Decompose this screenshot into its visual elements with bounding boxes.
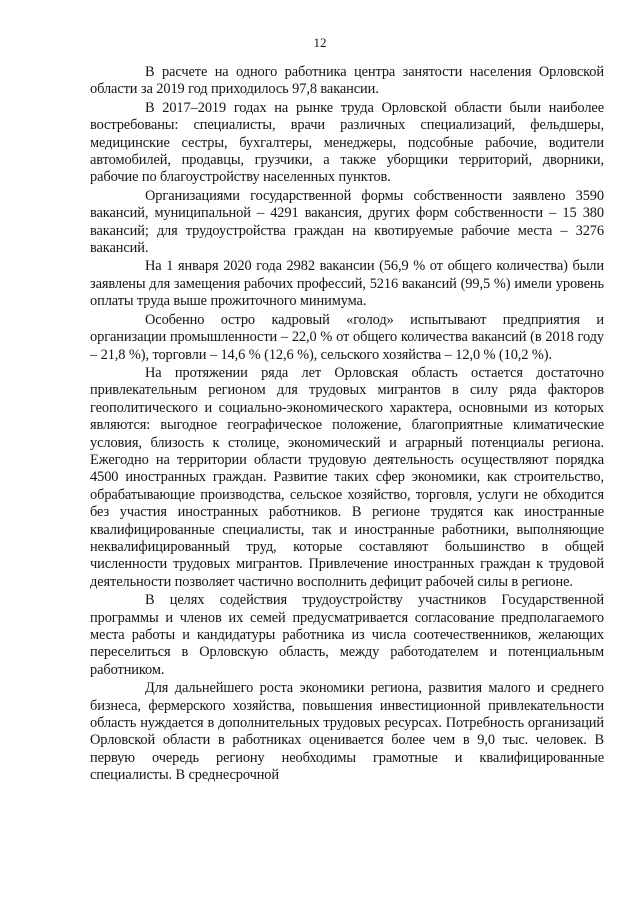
paragraph-4: На 1 января 2020 года 2982 вакансии (56,9 % от общего количества) были заявлены для замещения рабочих профессий, 5216 вакансий (99,5 %) имели уровень оплаты труда выше прожиточного минимума.	[90, 258, 604, 310]
paragraph-7: В целях содействия трудоустройству участников Государственной программы и членов их семей предусматривается согласование предполагаемого места работы и кандидатуры работника из числа соотечественников, желающих переселиться в Орловскую область, между работодателем и потенциальным работником.	[90, 592, 604, 678]
paragraph-5: Особенно остро кадровый «голод» испытывают предприятия и организации промышленности – 22,0 % от общего количества вакансий (в 2018 году – 21,8 %), торговли – 14,6 % (12,6 %), сельского хозяйства – 12,0 % (10,2 %).	[90, 311, 604, 363]
paragraph-8: Для дальнейшего роста экономики региона, развития малого и среднего бизнеса, фермерского хозяйства, повышения инвестиционной привлекательности область нуждается в дополнительных трудовых ресурсах. Потребность организаций Орловской области в работниках оценивается более чем в 9,0 тыс. человек. В первую очередь региону необходимы грамотные и квалифицированные специалисты. В среднесрочной	[90, 680, 604, 784]
paragraph-2: В 2017–2019 годах на рынке труда Орловской области были наиболее востребованы: специалисты, врачи различных специализаций, фельдшеры, медицинские сестры, бухгалтеры, менеджеры, подсобные рабочие, водители автомобилей, продавцы, грузчики, а также уборщики территорий, дворники, рабочие по благоустройству населенных пунктов.	[90, 99, 604, 186]
paragraph-6: На протяжении ряда лет Орловская область остается достаточно привлекательным регионом для трудовых мигрантов в силу ряда факторов геополитического и социально-экономического характера, основными из которых являются: выгодное географическое положение, благоприятные климатические условия, близость к столице, экономический и аграрный потенциалы региона. Ежегодно на территории области трудовую деятельность осуществляют порядка 4500 иностранных граждан. Развитие таких сфер экономики, как строительство, обрабатывающие производства, сельское хозяйство, торговля, услуги не обходится без участия иностранных работников. В регионе трудятся как иностранные квалифицированные специалисты, так и иностранные работники, выполняющие неквалифицированный труд, которые составляют большинство в общей численности трудовых мигрантов. Привлечение иностранных граждан к трудовой деятельности позволяет частично восполнить дефицит рабочей силы в регионе.	[90, 364, 604, 590]
paragraph-3: Организациями государственной формы собственности заявлено 3590 вакансий, муниципальной – 4291 вакансия, других форм собственности – 15 380 вакансий; для трудоустройства граждан на квотируемые рабочие места – 3276 вакансий.	[90, 187, 604, 257]
document-body	[90, 64, 604, 785]
paragraph-1: В расчете на одного работника центра занятости населения Орловской области за 2019 год приходилось 97,8 вакансии.	[90, 64, 604, 98]
page-number: 12	[313, 35, 327, 50]
